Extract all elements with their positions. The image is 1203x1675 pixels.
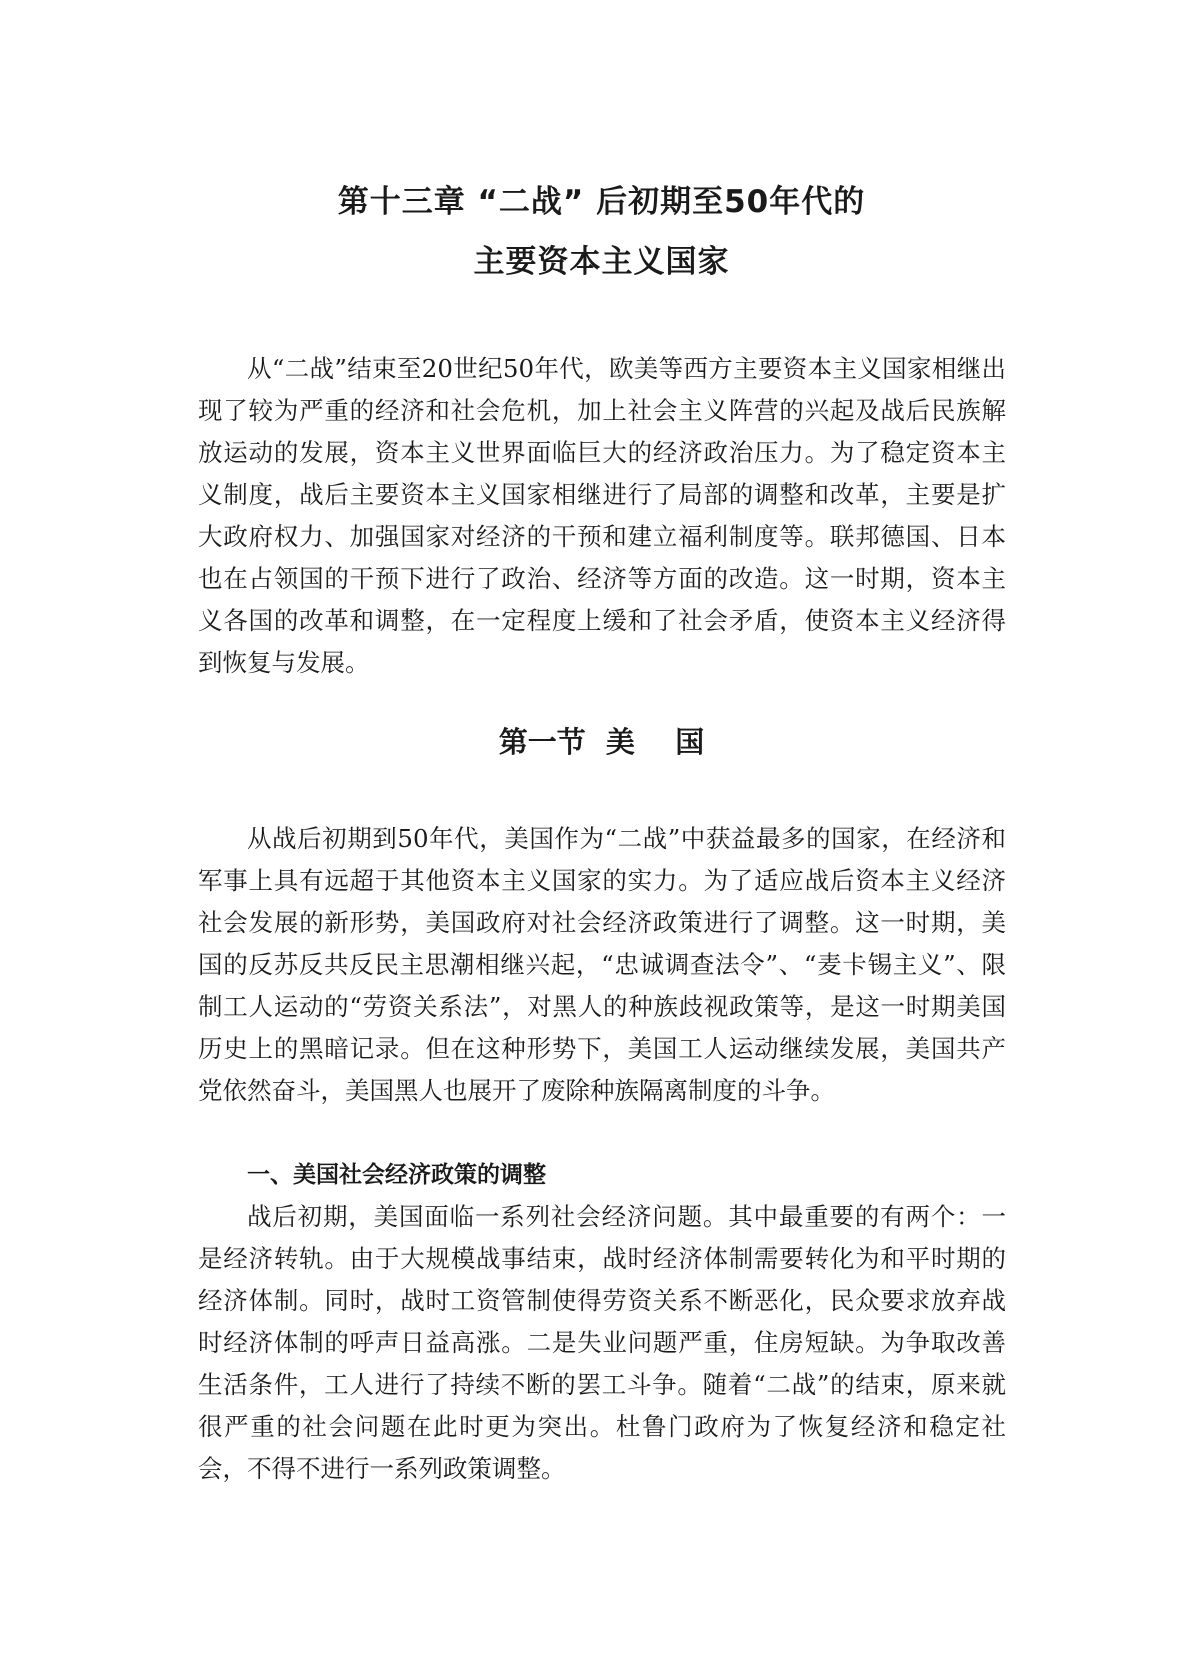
section-title: 第一节 美 国 — [498, 725, 705, 759]
chapter-title — [0, 172, 1203, 292]
subsection-title: 一、美国社会经济政策的调整 — [247, 1162, 546, 1188]
intro-paragraph: 从“二战”结束至20世纪50年代，欧美等西方主要资本主义国家相继出现了较为严重的经济和社会危机，加上社会主义阵营的兴起及战后民族解放运动的发展，资本主义世界面临巨大的经济政治压力。为了稳定资本主义制度，战后主要资本主义国家相继进行了局部的调整和改革，主要是扩大政府权力、加强国家对经济的干预和建立福利制度等。联邦德国、日本也在占领国的干预下进行了政治、经济等方面的改造。这一时期，资本主义各国的改革和调整，在一定程度上缓和了社会矛盾，使资本主义经济得到恢复与发展。 — [198, 354, 1006, 677]
subsection-paragraph: 战后初期，美国面临一系列社会经济问题。其中最重要的有两个：一是经济转轨。由于大规模战事结束，战时经济体制需要转化为和平时期的经济体制。同时，战时工资管制使得劳资关系不断恶化，民众要求放弃战时经济体制的呼声日益高涨。二是失业问题严重，住房短缺。为争取改善生活条件，工人进行了持续不断的罢工斗争。随着“二战”的结束，原来就很严重的社会问题在此时更为突出。杜鲁门政府为了恢复经济和稳定社会，不得不进行一系列政策调整。 — [198, 1202, 1006, 1483]
chapter-title-line-1: 第十三章 “二战” 后初期至50年代的 — [337, 184, 866, 220]
chapter-title-line-2: 主要资本主义国家 — [473, 244, 730, 280]
section-paragraph: 从战后初期到50年代，美国作为“二战”中获益最多的国家，在经济和军事上具有远超于其他资本主义国家的实力。为了适应战后资本主义经济社会发展的新形势，美国政府对社会经济政策进行了调整。这一时期，美国的反苏反共反民主思潮相继兴起，“忠诚调查法令”、“麦卡锡主义”、限制工人运动的“劳资关系法”，对黑人的种族歧视政策等，是这一时期美国历史上的黑暗记录。但在这种形势下，美国工人运动继续发展，美国共产党依然奋斗，美国黑人也展开了废除种族隔离制度的斗争。 — [198, 824, 1006, 1105]
